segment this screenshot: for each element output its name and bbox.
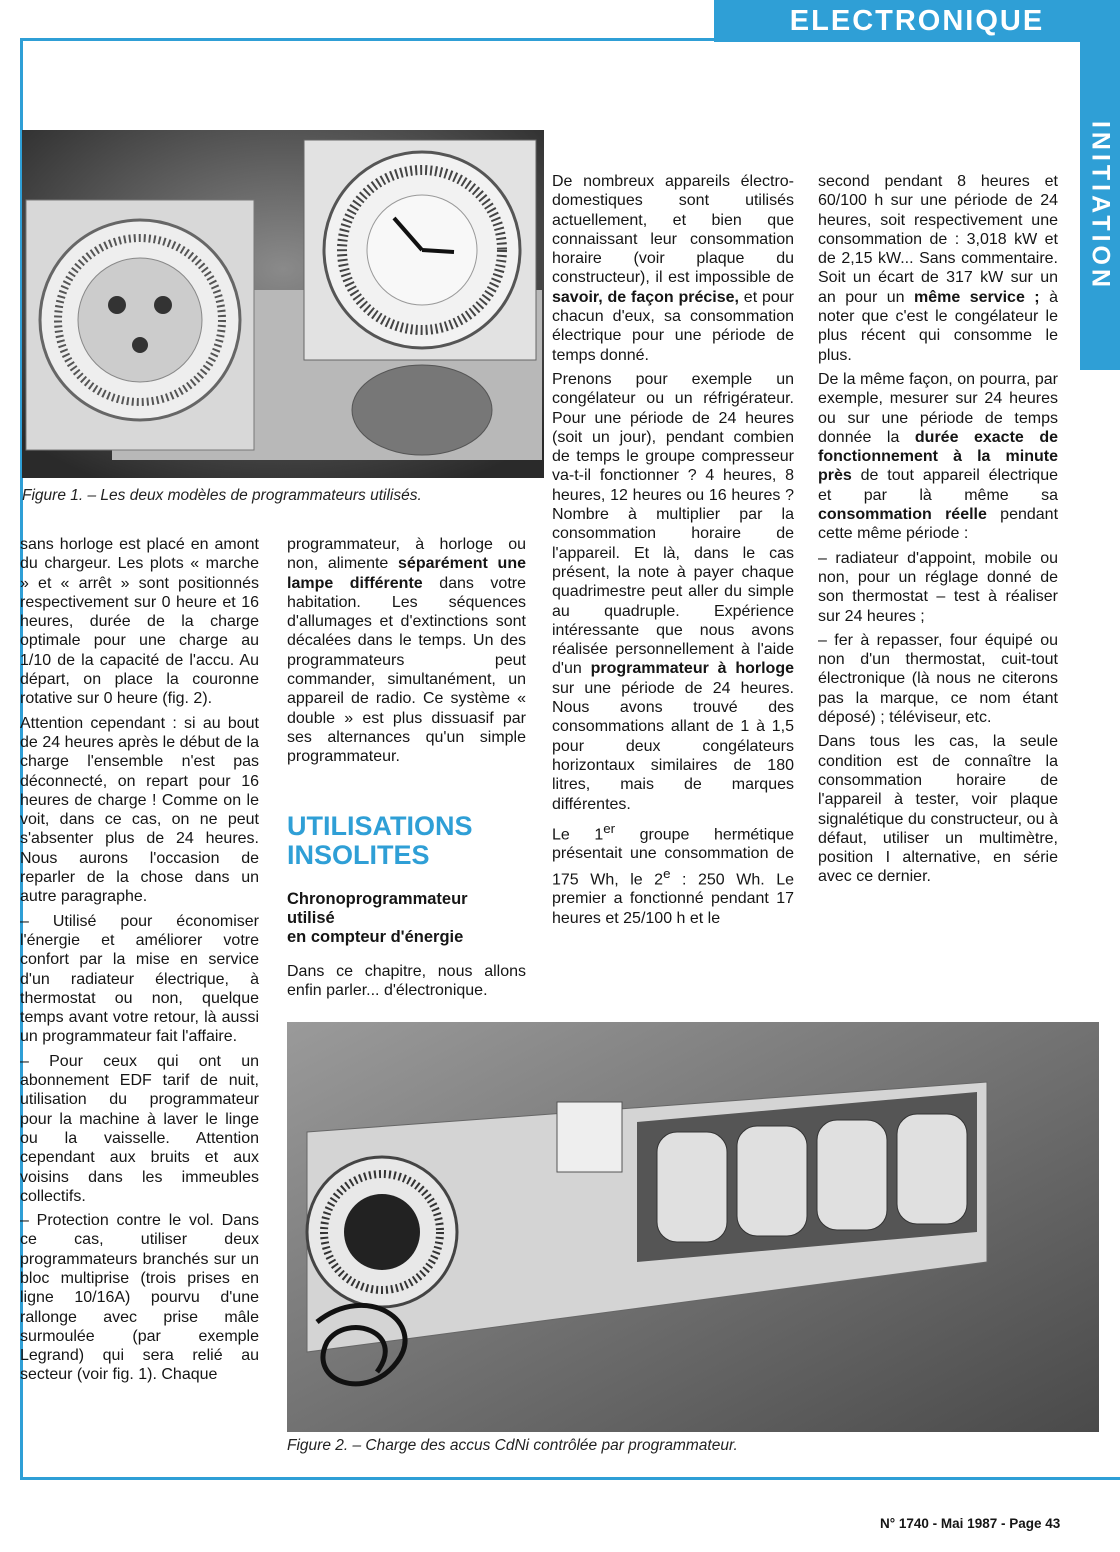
paragraph: programmateur, à horloge ou non, alimente séparément une lampe différente dans votre habitation. Les séquences d'allumages et d'extinctions sont décalées dans le temps. Un des programmateurs peut commander, simultanément, un appareil de radio. Ce système « double » est plus dissuasif par ses alternances qu'un simple programmateur.: [287, 536, 526, 766]
emphasis: durée exacte de fonctionnement à la minute près: [818, 428, 1058, 485]
figure-1-illustration: [22, 130, 544, 478]
paragraph: De la même façon, on pourra, par exemple, mesurer sur 24 heures ou sur une période de temps donnée la durée exacte de fonctionnement à la minute près de tout appareil électrique et par là même sa consommation réelle pendant cette même période :: [818, 370, 1059, 543]
paragraph: – radiateur d'appoint, mobile ou non, pour un réglage donné de son thermostat – test à réaliser sur 24 heures ;: [818, 549, 1058, 625]
figure-2-photo: [287, 1022, 1099, 1432]
emphasis: savoir, de façon précise,: [552, 288, 739, 306]
figure-1-photo: [22, 130, 544, 478]
paragraph: Le 1er groupe hermétique présentait une consommation de 175 Wh, le 2e : 250 Wh. Le premier a fonctionné pendant 17 heures et 25/100 h et le: [552, 820, 794, 927]
paragraph: – Utilisé pour économiser l'énergie et améliorer votre confort par la mise en service d'un radiateur électrique, à thermostat ou non, quelque temps avant votre retour, là aussi un programmateur fait l'affaire.: [20, 912, 259, 1046]
emphasis: séparément une lampe différente: [287, 555, 526, 592]
page-frame-top: [20, 38, 714, 41]
side-tab: [1080, 42, 1120, 370]
emphasis: même service ;: [913, 288, 1040, 306]
column-1: [20, 535, 259, 1390]
emphasis: consommation réelle: [818, 506, 987, 524]
paragraph: Dans tous les cas, la seule condition est de connaître la consommation horaire de l'appareil à tester, voir plaque signalétique du constructeur, ou à défaut, utiliser un multimètre, position I alternative, en série avec ce dernier.: [818, 733, 1058, 886]
subsection-heading: Chronoprogrammateur utilisé en compteur d'énergie: [287, 890, 468, 946]
paragraph: sans horloge est placé en amont du chargeur. Les plots « marche » et « arrêt » sont positionnés respectivement sur 0 heure et 16 heures, durée de la charge optimale pour une charge au 1/10 de la capacité de l'accu. Au départ, on place la couronne rotative sur 0 heure (fig. 2).: [20, 536, 259, 708]
figure-1-caption: Figure 1. – Les deux modèles de programmateurs utilisés.: [22, 487, 422, 504]
section-banner: ELECTRONIQUE: [714, 0, 1120, 42]
column-3: [552, 172, 794, 933]
figure-2-illustration: [287, 1022, 1099, 1432]
paragraph: Dans ce chapitre, nous allons enfin parler... d'électronique.: [287, 963, 526, 1000]
side-tab-label: INITIATION: [1086, 120, 1115, 292]
paragraph: second pendant 8 heures et 60/100 h sur une période de 24 heures, soit respectivement une consommation de : 3,018 kW et de 2,15 kW... Sans commentaire. Soit un écart de 317 kW sur un an pour un même service ; à noter que c'est le congélateur le plus récent qui consomme le plus.: [818, 173, 1058, 364]
paragraph: De nombreux appareils électro-domestiques sont utilisés actuellement, et bien que connaissant leur consommation horaire (voir plaque du constructeur), il est impossible de savoir, de façon précise, et pour chacun d'eux, sa consommation électrique pour une période de temps donné.: [552, 173, 794, 364]
section-heading: UTILISATIONS INSOLITES: [287, 811, 473, 870]
page-frame-bottom: [20, 1477, 1120, 1480]
column-2: [287, 535, 526, 772]
column-4: [818, 172, 1058, 892]
paragraph: Attention cependant : si au bout de 24 heures après le début de la charge l'ensemble n'est pas déconnecté, on repart pour 16 heures de charge ! Comme on le voit, dans ce cas, on ne peut s'absenter plus de 24 heures. Nous aurons l'occasion de reparler de la chose dans un autre paragraphe.: [20, 714, 259, 906]
emphasis: programmateur à horloge: [590, 660, 794, 678]
paragraph: – fer à repasser, four équipé ou non d'un thermostat, cuit-tout électronique (là nous ne citerons pas la marque, ce nom étant déposé) ; téléviseur, etc.: [818, 631, 1058, 727]
page-footer: N° 1740 - Mai 1987 - Page 43: [880, 1516, 1061, 1531]
figure-2-caption: Figure 2. – Charge des accus CdNi contrôlée par programmateur.: [287, 1437, 738, 1454]
paragraph: Prenons pour exemple un congélateur ou un réfrigérateur. Pour une période de 24 heures (soit un jour), pendant combien de temps le groupe compresseur va-t-il fonctionner ? 4 heures, 8 heures, 12 heures ou 16 heures ? Nombre à multiplier par la consommation horaire de l'appareil. Et là, dans le cas présent, la note à payer chaque quadrimestre peut aller du simple au quadruple. Expérience intéressante que nous avons réalisée personnellement à l'aide d'un programmateur à horloge sur une période de 24 heures. Nous avons trouvé des consommations allant de 1 à 1,5 pour deux congélateurs horizontaux similaires de 180 litres, mais de marques différentes.: [552, 370, 794, 813]
paragraph: – Pour ceux qui ont un abonnement EDF tarif de nuit, utilisation du programmateur pour la machine à laver le linge ou la vaisselle. Attention cependant aux bruits et aux voisins dans les immeubles collectifs.: [20, 1052, 259, 1205]
column-2-continued: [287, 962, 526, 1006]
paragraph: – Protection contre le vol. Dans ce cas, utiliser deux programmateurs branchés sur un bloc multiprise (trois prises en ligne 10/16A) pourvu d'une rallonge avec prise mâle surmoulée (par exemple Legrand) qui sera relié au secteur (voir fig. 1). Chaque: [20, 1212, 259, 1384]
